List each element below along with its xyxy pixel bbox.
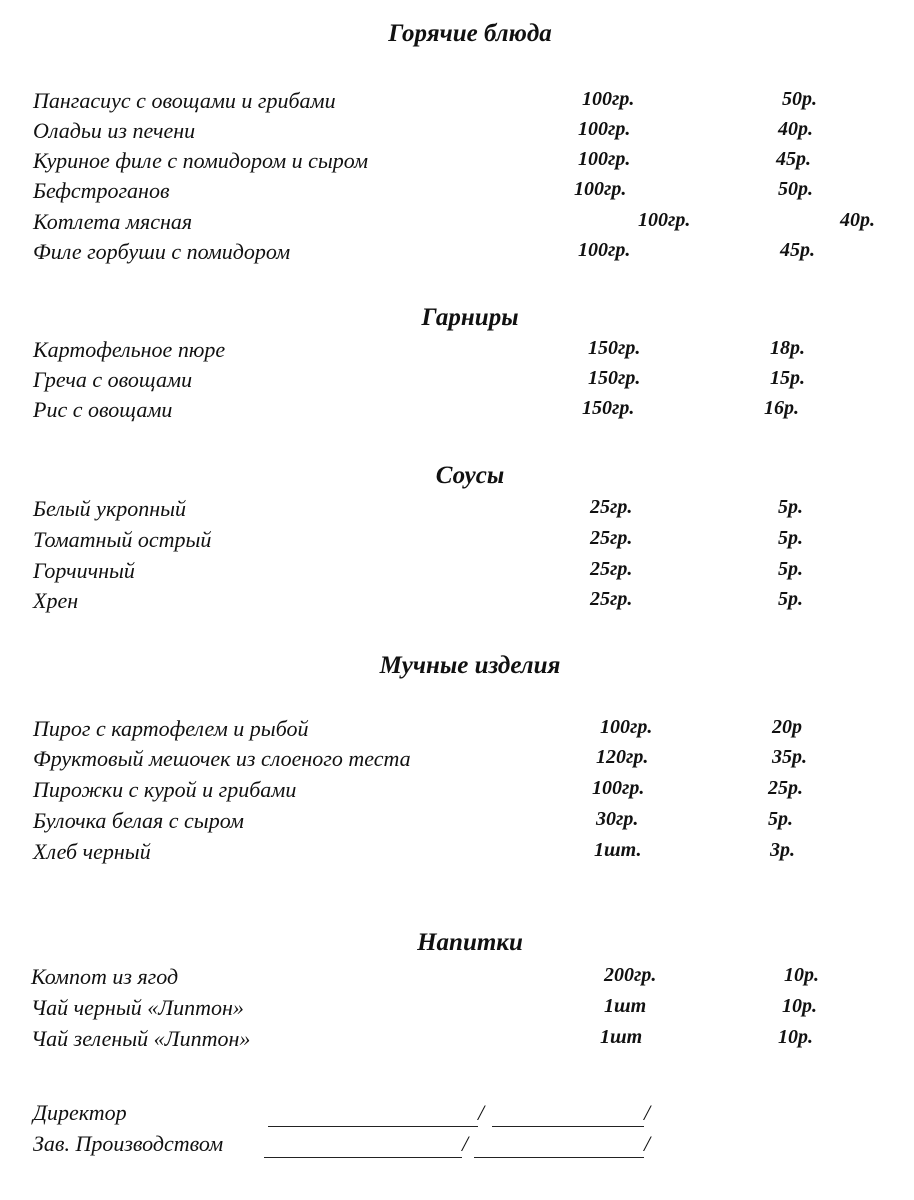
item-price: 25р.	[768, 777, 803, 799]
menu-row	[0, 148, 914, 178]
item-name: Томатный острый	[33, 527, 212, 552]
menu-row	[0, 1026, 914, 1056]
section-title-garnish: Гарниры	[421, 304, 519, 331]
item-price: 20р	[772, 716, 802, 738]
item-name: Рис с овощами	[33, 397, 173, 422]
production-head-separator: /	[462, 1131, 469, 1156]
menu-row	[0, 337, 914, 367]
item-price: 16р.	[764, 397, 799, 419]
item-price: 5р.	[778, 527, 803, 549]
item-qty: 150гр.	[588, 367, 641, 389]
item-name: Белый укропный	[33, 496, 187, 521]
item-qty: 1шт.	[594, 839, 642, 861]
item-price: 18р.	[770, 337, 805, 359]
item-name: Булочка белая с сыром	[33, 808, 244, 833]
item-qty: 120гр.	[596, 746, 649, 768]
item-name: Пангасиус с овощами и грибами	[33, 88, 336, 113]
item-name: Чай черный «Липтон»	[31, 995, 244, 1020]
menu-row	[0, 746, 914, 776]
item-qty: 100гр.	[578, 148, 631, 170]
item-price: 10р.	[782, 995, 817, 1017]
item-name: Картофельное пюре	[33, 337, 226, 362]
menu-row	[0, 527, 914, 557]
menu-row	[0, 367, 914, 397]
menu-row	[0, 964, 914, 994]
section-title-sauces: Соусы	[435, 462, 505, 489]
item-price: 45р.	[780, 239, 815, 261]
item-price: 35р.	[772, 746, 807, 768]
item-qty: 100гр.	[600, 716, 653, 738]
item-qty: 100гр.	[638, 209, 691, 231]
director-separator: /	[478, 1100, 485, 1125]
menu-row	[0, 588, 914, 618]
menu-row	[0, 808, 914, 838]
item-price: 5р.	[778, 558, 803, 580]
director-name-line	[492, 1126, 644, 1127]
item-qty: 30гр.	[596, 808, 639, 830]
item-qty: 1шт	[600, 1026, 643, 1048]
menu-row	[0, 118, 914, 148]
item-qty: 25гр.	[590, 496, 633, 518]
menu-row	[0, 239, 914, 269]
item-price: 15р.	[770, 367, 805, 389]
item-qty: 1шт	[604, 995, 647, 1017]
menu-row	[0, 496, 914, 526]
item-name: Пирог с картофелем и рыбой	[33, 716, 309, 741]
item-price: 45р.	[776, 148, 811, 170]
item-price: 50р.	[778, 178, 813, 200]
item-name: Компот из ягод	[31, 964, 179, 989]
item-name: Куриное филе с помидором и сыром	[33, 148, 369, 173]
item-name: Бефстроганов	[33, 178, 170, 203]
item-qty: 200гр.	[604, 964, 657, 986]
item-price: 3р.	[770, 839, 795, 861]
item-price: 5р.	[778, 496, 803, 518]
director-signature-line	[268, 1126, 478, 1127]
menu-row	[0, 209, 914, 239]
production-head-end-separator: /	[644, 1131, 651, 1156]
section-title-bakery: Мучные изделия	[379, 652, 561, 679]
item-qty: 25гр.	[590, 588, 633, 610]
item-name: Чай зеленый «Липтон»	[31, 1026, 251, 1051]
menu-row	[0, 716, 914, 746]
director-end-separator: /	[644, 1100, 651, 1125]
menu-row	[0, 397, 914, 427]
item-name: Горчичный	[33, 558, 135, 583]
item-price: 10р.	[784, 964, 819, 986]
item-price: 40р.	[778, 118, 813, 140]
item-price: 10р.	[778, 1026, 813, 1048]
production-head-label: Зав. Производством	[33, 1131, 224, 1156]
menu-row	[0, 839, 914, 869]
item-price: 5р.	[778, 588, 803, 610]
item-price: 50р.	[782, 88, 817, 110]
section-title-drinks: Напитки	[417, 929, 523, 956]
menu-row	[0, 777, 914, 807]
item-qty: 150гр.	[582, 397, 635, 419]
item-qty: 25гр.	[590, 558, 633, 580]
item-price: 5р.	[768, 808, 793, 830]
item-qty: 100гр.	[578, 118, 631, 140]
menu-row	[0, 995, 914, 1025]
item-qty: 100гр.	[574, 178, 627, 200]
item-name: Филе горбуши с помидором	[33, 239, 291, 264]
menu-row	[0, 88, 914, 118]
director-label: Директор	[33, 1100, 127, 1125]
item-price: 40р.	[840, 209, 875, 231]
item-qty: 150гр.	[588, 337, 641, 359]
item-name: Котлета мясная	[33, 209, 193, 234]
item-qty: 25гр.	[590, 527, 633, 549]
item-name: Фруктовый мешочек из слоеного теста	[33, 746, 411, 771]
menu-row	[0, 558, 914, 588]
production-head-name-line	[474, 1157, 644, 1158]
item-name: Хлеб черный	[33, 839, 151, 864]
item-qty: 100гр.	[592, 777, 645, 799]
menu-row	[0, 178, 914, 208]
item-name: Оладьи из печени	[33, 118, 196, 143]
item-qty: 100гр.	[582, 88, 635, 110]
item-qty: 100гр.	[578, 239, 631, 261]
item-name: Пирожки с курой и грибами	[33, 777, 297, 802]
section-title-hot: Горячие блюда	[388, 20, 552, 47]
item-name: Хрен	[33, 588, 79, 613]
item-name: Греча с овощами	[33, 367, 193, 392]
production-head-signature-line	[264, 1157, 462, 1158]
